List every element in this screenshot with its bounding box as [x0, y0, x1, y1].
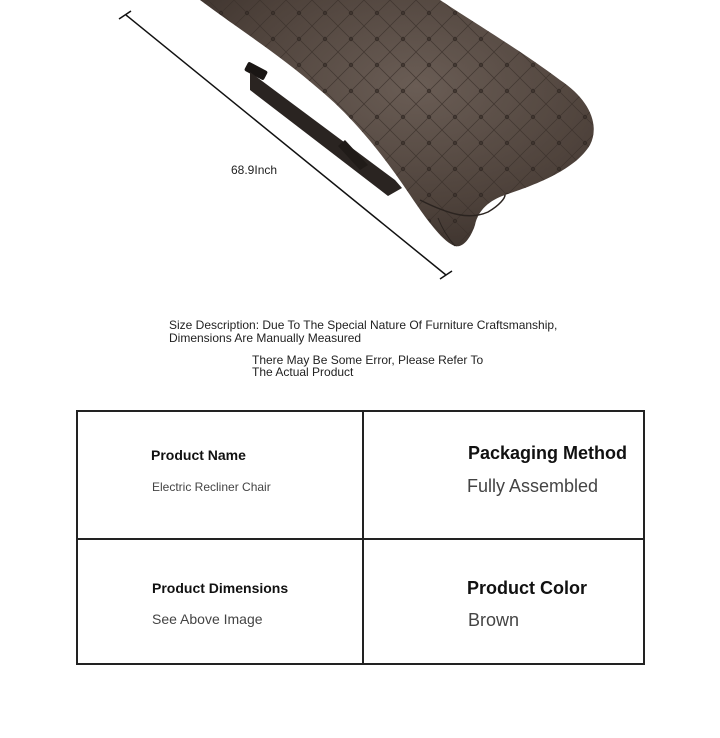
spec-table [76, 410, 645, 665]
product-name-value: Electric Recliner Chair [152, 480, 271, 494]
product-dimensions-title: Product Dimensions [152, 580, 289, 596]
dimension-label: 68.9Inch [231, 163, 278, 177]
size-description-line1: Size Description: Due To The Special Nature Of Furniture Craftsmanship, Dimensions Are Manually Measured [169, 318, 558, 345]
product-color-value: Brown [468, 610, 520, 630]
size-description-line2: There May Be Some Error, Please Refer To The Actual Product [252, 353, 484, 379]
table-divider-horizontal [78, 538, 643, 540]
product-dimensions-value: See Above Image [152, 611, 263, 627]
packaging-method-value: Fully Assembled [467, 476, 599, 496]
recliner-seat [190, 0, 610, 260]
product-name-title: Product Name [151, 447, 246, 463]
product-image [0, 0, 720, 300]
chaise-lounge-illustration [0, 0, 720, 300]
packaging-method-title: Packaging Method [468, 443, 628, 463]
product-color-title: Product Color [467, 578, 587, 598]
